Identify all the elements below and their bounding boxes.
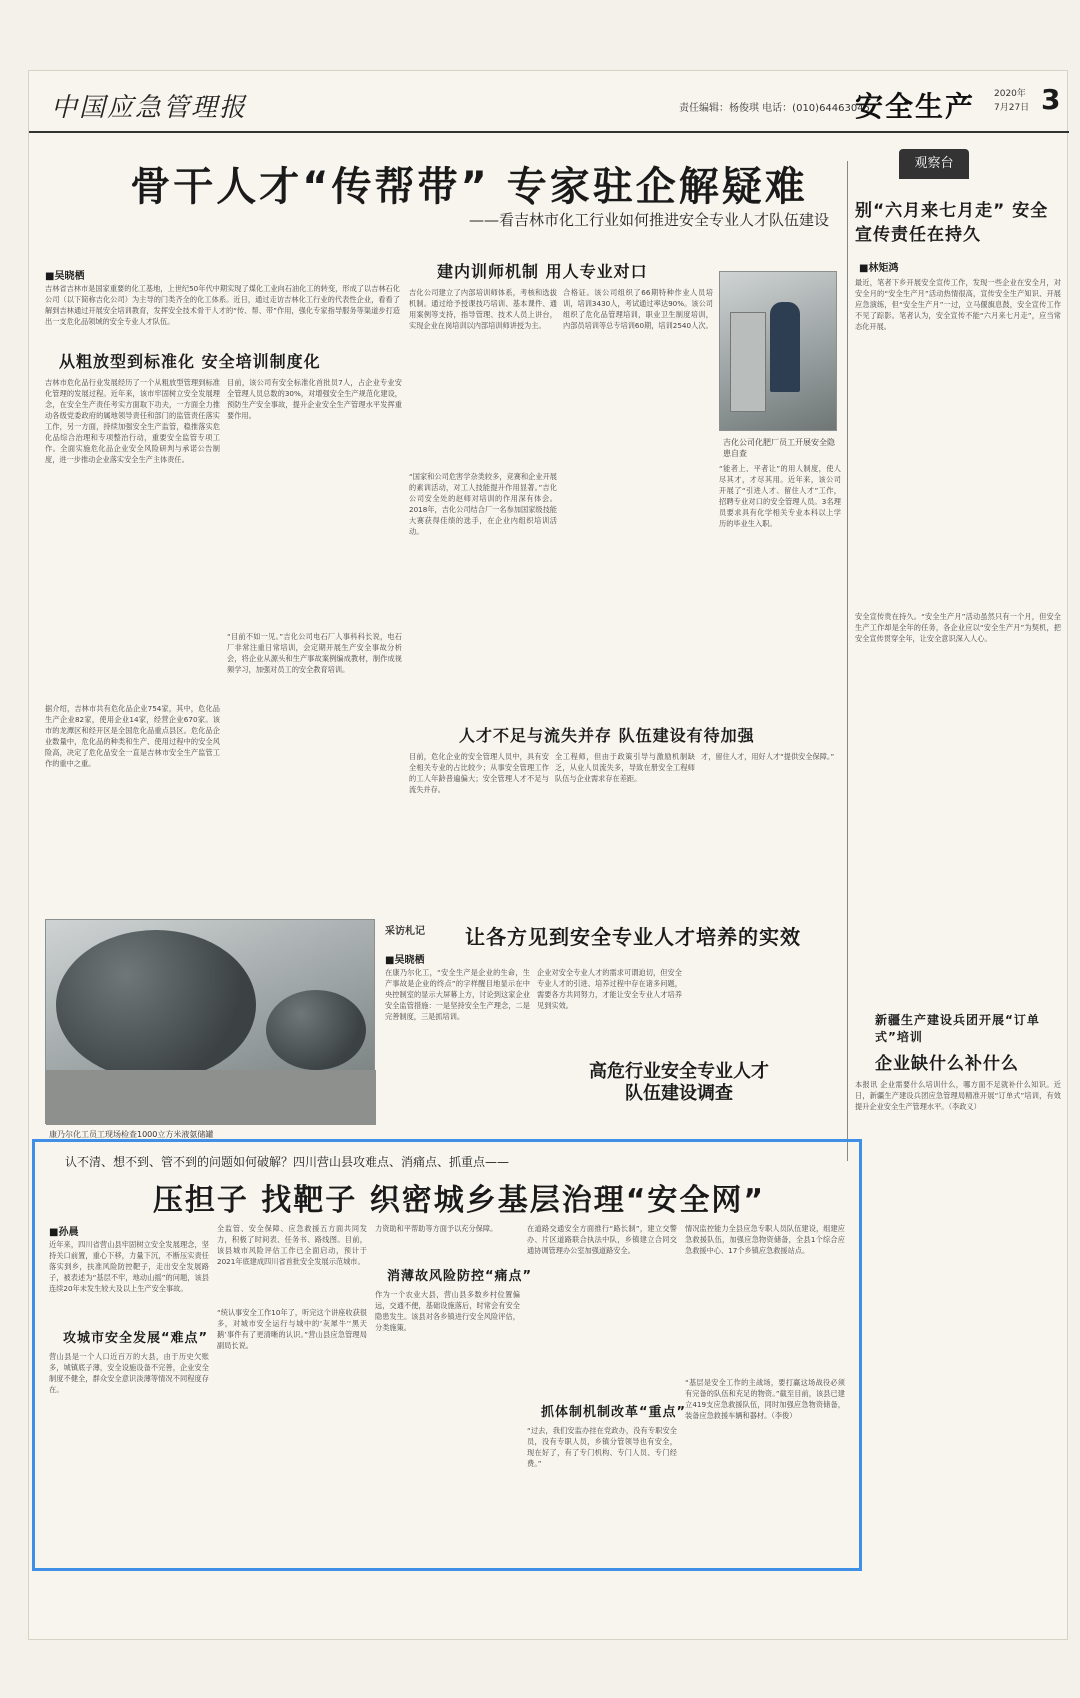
highlight-body-b: 营山县是一个人口近百万的大县，由于历史欠账多，城镇底子薄，安全设施设备不完善，企业安全制度不健全，群众安全意识淡薄等情况不同程度存在。 — [49, 1352, 209, 1394]
lead-subhead-3: 人才不足与流失并存 队伍建设有待加强 — [459, 726, 755, 745]
section-title: 安全生产 — [855, 90, 976, 123]
date-box — [994, 87, 1029, 115]
feature-author: ■吴晓栖 — [385, 955, 425, 966]
ground — [46, 1070, 376, 1125]
highlight-subhead-2: 消薄故风险防控“痛点” — [387, 1269, 533, 1284]
highlight-body-a: 近年来，四川省营山县牢固树立安全发展理念，坚持关口前置，重心下移，力量下沉，不断压实责任落实到乡，扶准风险防控靶子，走出安全发展路子，被表述为“基层不牢，地动山摇”的问题，该县连续20年未发生较大及以上生产安全事故。 — [49, 1240, 209, 1293]
page-number: 3 — [1041, 83, 1061, 116]
lead-body-b: 据介绍，吉林市共有危化品企业754家，其中，危化品生产企业82家，使用企业14家，经营企业670家。该市的龙潭区和经开区是全国危化品重点县区。危化品企业数量中，危化品的种类和生产、使用过程中的安全风险高，决定了危化品安全一直是吉林市安全生产监管工作的重中之重。 — [45, 704, 220, 768]
lead-body-j: 全工程师，但由于政策引导与激励机制缺乏，从业人员流失多，导致在册安全工程师队伍与企业需求存在差距。 — [555, 752, 695, 783]
highlight-body-d: “统认事安全工作10年了，听完这个讲座收获很多，对城市安全运行与城中的‘灰犀牛’‘黑天鹅’事件有了更清晰的认识。”营山县应急管理局副局长说。 — [217, 1308, 367, 1350]
worker-inspection-photo — [719, 271, 837, 431]
lead-author: ■吴晓栖 — [45, 271, 85, 282]
date-year: 2020年 — [994, 89, 1026, 99]
lead-subhead-2: 建内训师机制 用人专业对口 — [437, 262, 648, 281]
lead-subhead-1: 从粗放型到标准化 安全培训制度化 — [59, 352, 321, 371]
lead-headline: 骨干人才“传帮带” 专家驻企解疑难 — [130, 164, 808, 210]
feature-body: 在康乃尔化工，“安全生产是企业的生命，生产事故是企业的终点”的字样醒目地显示在中央控制室的显示大屏幕上方，讨论到这家企业安全监管措施：一是坚持安全生产理念，二是完善制度，三是抓培训。 — [385, 968, 530, 1021]
lead-body-d: “目前不如一见。”吉化公司电石厂人事科科长说，电石厂非常注重日常培训，会定期开展生产安全事故分析会，将企业从源头和生产事故案例编成教材，制作成视频学习，加强对员工的安全教育培训。 — [227, 632, 402, 674]
lead-body-i: 目前，危化企业的安全管理人员中，具有安全相关专业的占比较少；从事安全管理工作的工人年龄普遍偏大；安全管理人才不足与流失并存。 — [409, 752, 549, 794]
right-author: ■林矩鸿 — [859, 263, 899, 274]
tank-inspection-photo — [45, 919, 375, 1124]
right-sub-kicker: 新疆生产建设兵团开展“订单式”培训 — [875, 1013, 1040, 1044]
right-title: 别“六月来七月走” 安全宣传责任在持久 — [855, 201, 1049, 245]
worker-figure — [770, 302, 800, 392]
right-body-2: 安全宣传贵在持久。“安全生产月”活动虽然只有一个月，但安全生产工作却是全年的任务，各企业应以“安全生产月”为契机，把安全宣传贯穿全年，让安全意识深入人心。 — [855, 612, 1061, 643]
highlight-body-g: 在道路交通安全方面推行“路长制”，建立交警办、片区道路联合执法中队，乡镇建立合同交通协调管理办公室加强道路安全。 — [527, 1224, 677, 1255]
feature-badge-line-1: 高危行业安全专业人才 — [589, 1061, 769, 1082]
paper-name: 中国应急管理报 — [51, 93, 248, 123]
feature-body-2: 企业对安全专业人才的需求可谓迫切，但安全专业人才的引进、培养过程中存在诸多问题，需要各方共同努力，才能让安全专业人才培养见到实效。 — [537, 968, 682, 1010]
lead-body-a: 吉林市危化品行业发展经历了一个从粗放型管理到标准化管理的发展过程。近年来，该市牢固树立安全发展理念，在安全生产责任考实方面取下功夫，一方面全力推动各级党委政府的属地领导责任和部门的监管责任落实工作，另一方面，持续加强安全生产监管，稳推落实危化品综合治理和专项整治行动，重要安全监管专项工作。全面实施危化品企业安全风险研判与承诺公告制度，进一步推动企业落实安全生产主体责任。 — [45, 378, 220, 464]
highlight-subhead-3: 抓体制机制改革“重点” — [541, 1405, 687, 1420]
right-sub-title: 企业缺什么补什么 — [875, 1054, 1019, 1074]
highlight-body-h: “过去，我们安监办挂在党政办，没有专职安全员，没有专职人员，乡镇分管领导也有安全，现在好了，有了专门机构、专门人员、专门经费。” — [527, 1426, 677, 1468]
highlight-author: ■孙晨 — [49, 1227, 79, 1238]
masthead — [29, 71, 1069, 133]
lead-body-f: “国家和公司危害学杂类较多，竞赛和企业开展的素训活动，对工人技能提升作用显著。”吉化公司安全处的赵师对培训的作用深有体会。2018年，吉化公司结合厂一名参加国家级技能大赛获得佳绩的选手，在企业内组织培训活动。 — [409, 472, 557, 536]
spherical-tank — [56, 930, 256, 1080]
highlight-body-c: 全监管、安全保障、应急救援五方面共同发力，积极了时间表、任务书、路线图。目前，该县城市风险评估工作已全面启动，预计于2021年底建成四川省首批安全发展示范城市。 — [217, 1224, 367, 1266]
feature-title: 让各方见到安全专业人才培养的实效 — [465, 925, 801, 949]
column-divider — [847, 161, 848, 1161]
lead-subtitle: ——看吉林市化工行业如何推进安全专业人才队伍建设 — [468, 211, 829, 229]
lead-intro: 吉林省吉林市是国家重要的化工基地，上世纪50年代中期实现了煤化工业向石油化工的转变，形成了以吉林石化公司（以下简称吉化公司）为主导的门类齐全的化工体系。近日，通过走访吉林化工行业的代表性企业，看看了解到吉林通过开展安全培训教育，发挥安全技术骨干人才的“传、帮、带”作用，强化专家指导服务等渠道步打造出一支危化品领域的安全专业人才队伍。 — [45, 284, 400, 326]
lead-body-c: 目前，该公司有安全标准化首批员7人，占企业专业安全管理人员总数的30%，对增强安全生产规范化建设，预防生产安全事故，提升企业安全生产管理水平发挥重要作用。 — [227, 378, 402, 420]
date-day: 7月27日 — [994, 103, 1030, 113]
right-badge: 观察台 — [899, 149, 969, 179]
editor-line: 责任编辑：杨俊琪 电话：(010)64463045 — [679, 103, 870, 114]
control-cabinet — [730, 312, 766, 412]
feature-badge-line-2: 队伍建设调查 — [625, 1083, 733, 1104]
feature-tag: 采访札记 — [385, 926, 425, 937]
highlight-kicker: 认不清、想不到、管不到的问题如何破解？四川营山县攻难点、消痛点、抓重点—— — [65, 1155, 510, 1169]
photo-caption: 吉化公司化肥厂员工开展安全隐患自查 — [723, 438, 835, 458]
spherical-tank-small — [266, 990, 366, 1070]
right-sub-body: 本报讯 企业需要什么培训什么，哪方面不足就补什么知识。近日，新疆生产建设兵团应急管理局精准开展“订单式”培训，有效提升企业安全生产管理水平。（李政义） — [855, 1080, 1061, 1111]
highlight-subhead-1: 攻城市安全发展“难点” — [63, 1331, 209, 1346]
right-body: 最近，笔者下乡开展安全宣传工作，发现一些企业在安全月，对安全月的“安全生产月”活动热情很高，宣传安全生产知识、开展应急演练，但“安全生产月”一过，立马偃旗息鼓，安全宣传工作不见了踪影。笔者认为，安全宣传不能“六月来七月走”，应当常态化开展。 — [855, 278, 1061, 331]
lead-body-h: “能者上、平者让”的用人制度，使人尽其才，才尽其用。近年来，该公司开展了“引进人才、留住人才”工作，招聘专业对口的安全管理人员。3名理员要求具有化学相关专业本科以上学历的毕业生入职。 — [719, 464, 841, 528]
lead-body-e: 吉化公司建立了内部培训师体系，考核和选拔机制。通过给予授课技巧培训、基本课件、通用案例等支持，指导管理、技术人员上讲台，实现企业在岗培训以内部培训师讲授为主。 — [409, 288, 557, 330]
highlight-body-e: 力资助和平帮助等方面予以充分保障。 — [375, 1224, 498, 1233]
lead-body-g: 合格证。该公司组织了66期特种作业人员培训，培训3430人，考试通过率达90%。该公司组织了危化品管理培训，职业卫生制度培训，内部员培训等总专培训60期，培训2540人次。 — [563, 288, 713, 330]
photo2-caption: 康乃尔化工员工现场检查1000立方米液氨储罐 — [49, 1130, 214, 1139]
lead-body-k: 才，留住人才，用好人才“提供安全保障。” — [701, 752, 835, 761]
newspaper-page — [28, 70, 1068, 1640]
feature-badge — [569, 1061, 789, 1105]
highlight-body-f: 作为一个农业大县，营山县多数乡村位置偏远，交通不便，基础设施落后，时常会有安全隐患发生。该县对各乡镇进行安全风险评估，分类施策。 — [375, 1290, 520, 1332]
highlight-headline: 压担子 找靶子 织密城乡基层治理“安全网” — [152, 1183, 766, 1218]
highlight-body-j: “基层是安全工作的主战场，要打赢这场战役必须有完备的队伍和充足的物资。”截至目前，该县已建立419支应急救援队伍，同时加强应急物资储备，装备应急救援车辆和器材。（李俊） — [685, 1378, 845, 1420]
highlight-body-i: 情况监控能力全县应急专职人员队伍建设，组建应急救援队伍，加强应急物资储备，全县1个综合应急救援中心、17个乡镇应急救援站点。 — [685, 1224, 845, 1255]
